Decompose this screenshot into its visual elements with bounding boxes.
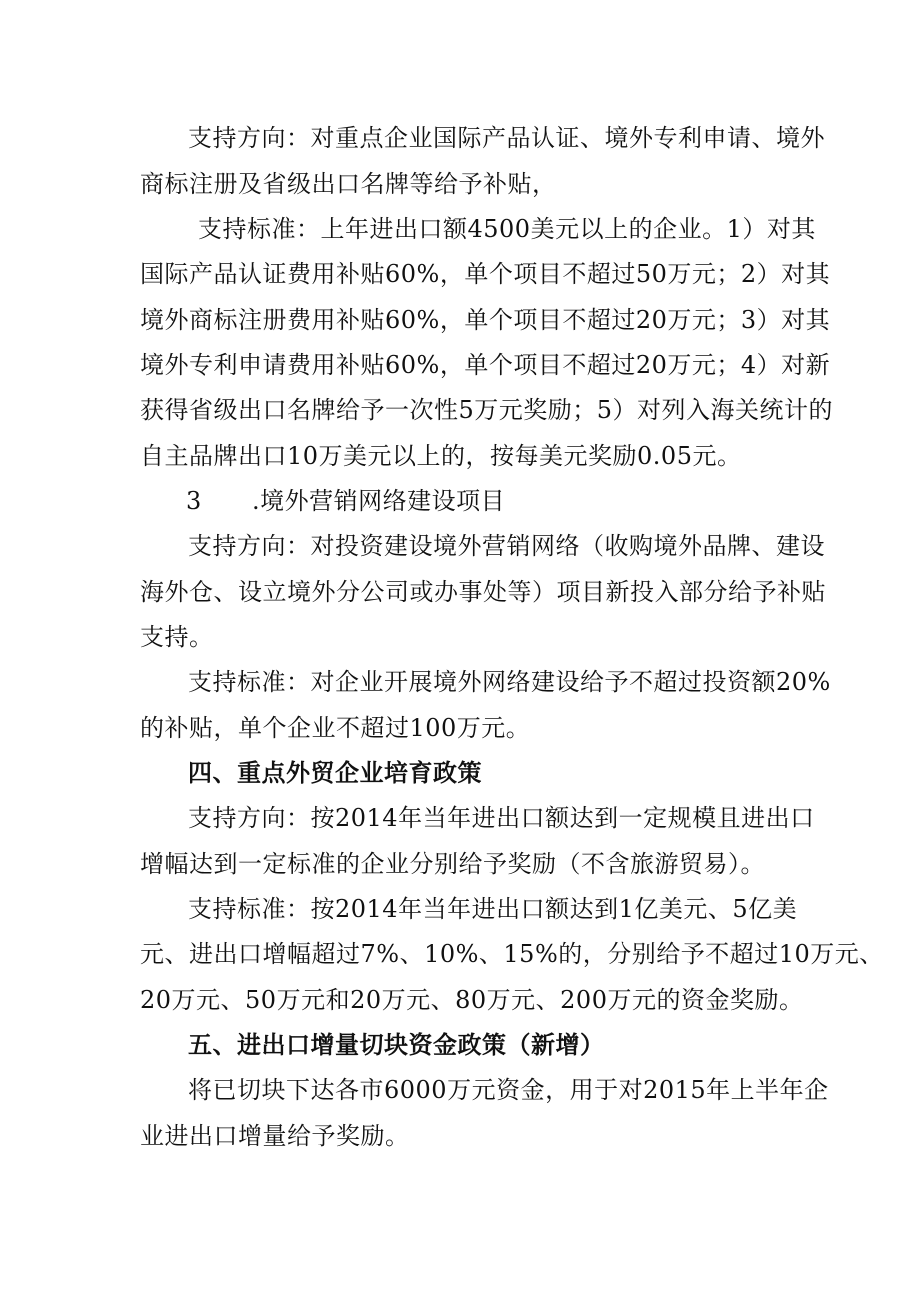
- paragraph-line: 海外仓、设立境外分公司或办事处等）项目新投入部分给予补贴: [140, 578, 826, 606]
- section-heading-3: [186, 485, 836, 517]
- paragraph-line: 元、进出口增幅超过7%、10%、15%的，分别给予不超过10万元、: [140, 940, 884, 968]
- section-heading-5: 五、进出口增量切块资金政策（新增）: [188, 1030, 605, 1059]
- paragraph-line: 支持方向：对重点企业国际产品认证、境外专利申请、境外: [188, 124, 825, 152]
- paragraph-line: 自主品牌出口10万美元以上的，按每美元奖励0.05元。: [140, 442, 742, 470]
- paragraph-line: 国际产品认证费用补贴60%，单个项目不超过50万元；2）对其: [140, 260, 831, 288]
- paragraph-line: 支持标准：对企业开展境外网络建设给予不超过投资额20%: [188, 668, 831, 696]
- paragraph-line: 支持方向：按2014年当年进出口额达到一定规模且进出口: [188, 804, 815, 832]
- paragraph-line: 增幅达到一定标准的企业分别给予奖励（不含旅游贸易）。: [140, 850, 765, 878]
- paragraph-line: 业进出口增量给予奖励。: [140, 1122, 410, 1150]
- paragraph-line: 支持方向：对投资建设境外营销网络（收购境外品牌、建设: [188, 532, 825, 560]
- paragraph-line: 将已切块下达各市6000万元资金，用于对2015年上半年企: [188, 1076, 829, 1104]
- item-number: 3: [186, 487, 202, 515]
- section-title: .境外营销网络建设项目: [252, 487, 506, 515]
- paragraph-line: 境外商标注册费用补贴60%，单个项目不超过20万元；3）对其: [140, 306, 831, 334]
- paragraph-line: 支持。: [140, 623, 214, 651]
- paragraph-line: 20万元、50万元和20万元、80万元、200万元的资金奖励。: [140, 986, 804, 1014]
- paragraph-line: 支持标准：按2014年当年进出口额达到1亿美元、5亿美: [188, 895, 798, 923]
- paragraph-line: 商标注册及省级出口名牌等给予补贴，: [140, 170, 557, 198]
- section-heading-4: 四、重点外贸企业培育政策: [188, 758, 482, 787]
- paragraph-line: 支持标准：上年进出口额4500美元以上的企业。1）对其: [198, 215, 816, 243]
- paragraph-line: 的补贴，单个企业不超过100万元。: [140, 714, 531, 742]
- paragraph-line: 获得省级出口名牌给予一次性5万元奖励；5）对列入海关统计的: [140, 396, 834, 424]
- paragraph-line: 境外专利申请费用补贴60%，单个项目不超过20万元；4）对新: [140, 351, 831, 379]
